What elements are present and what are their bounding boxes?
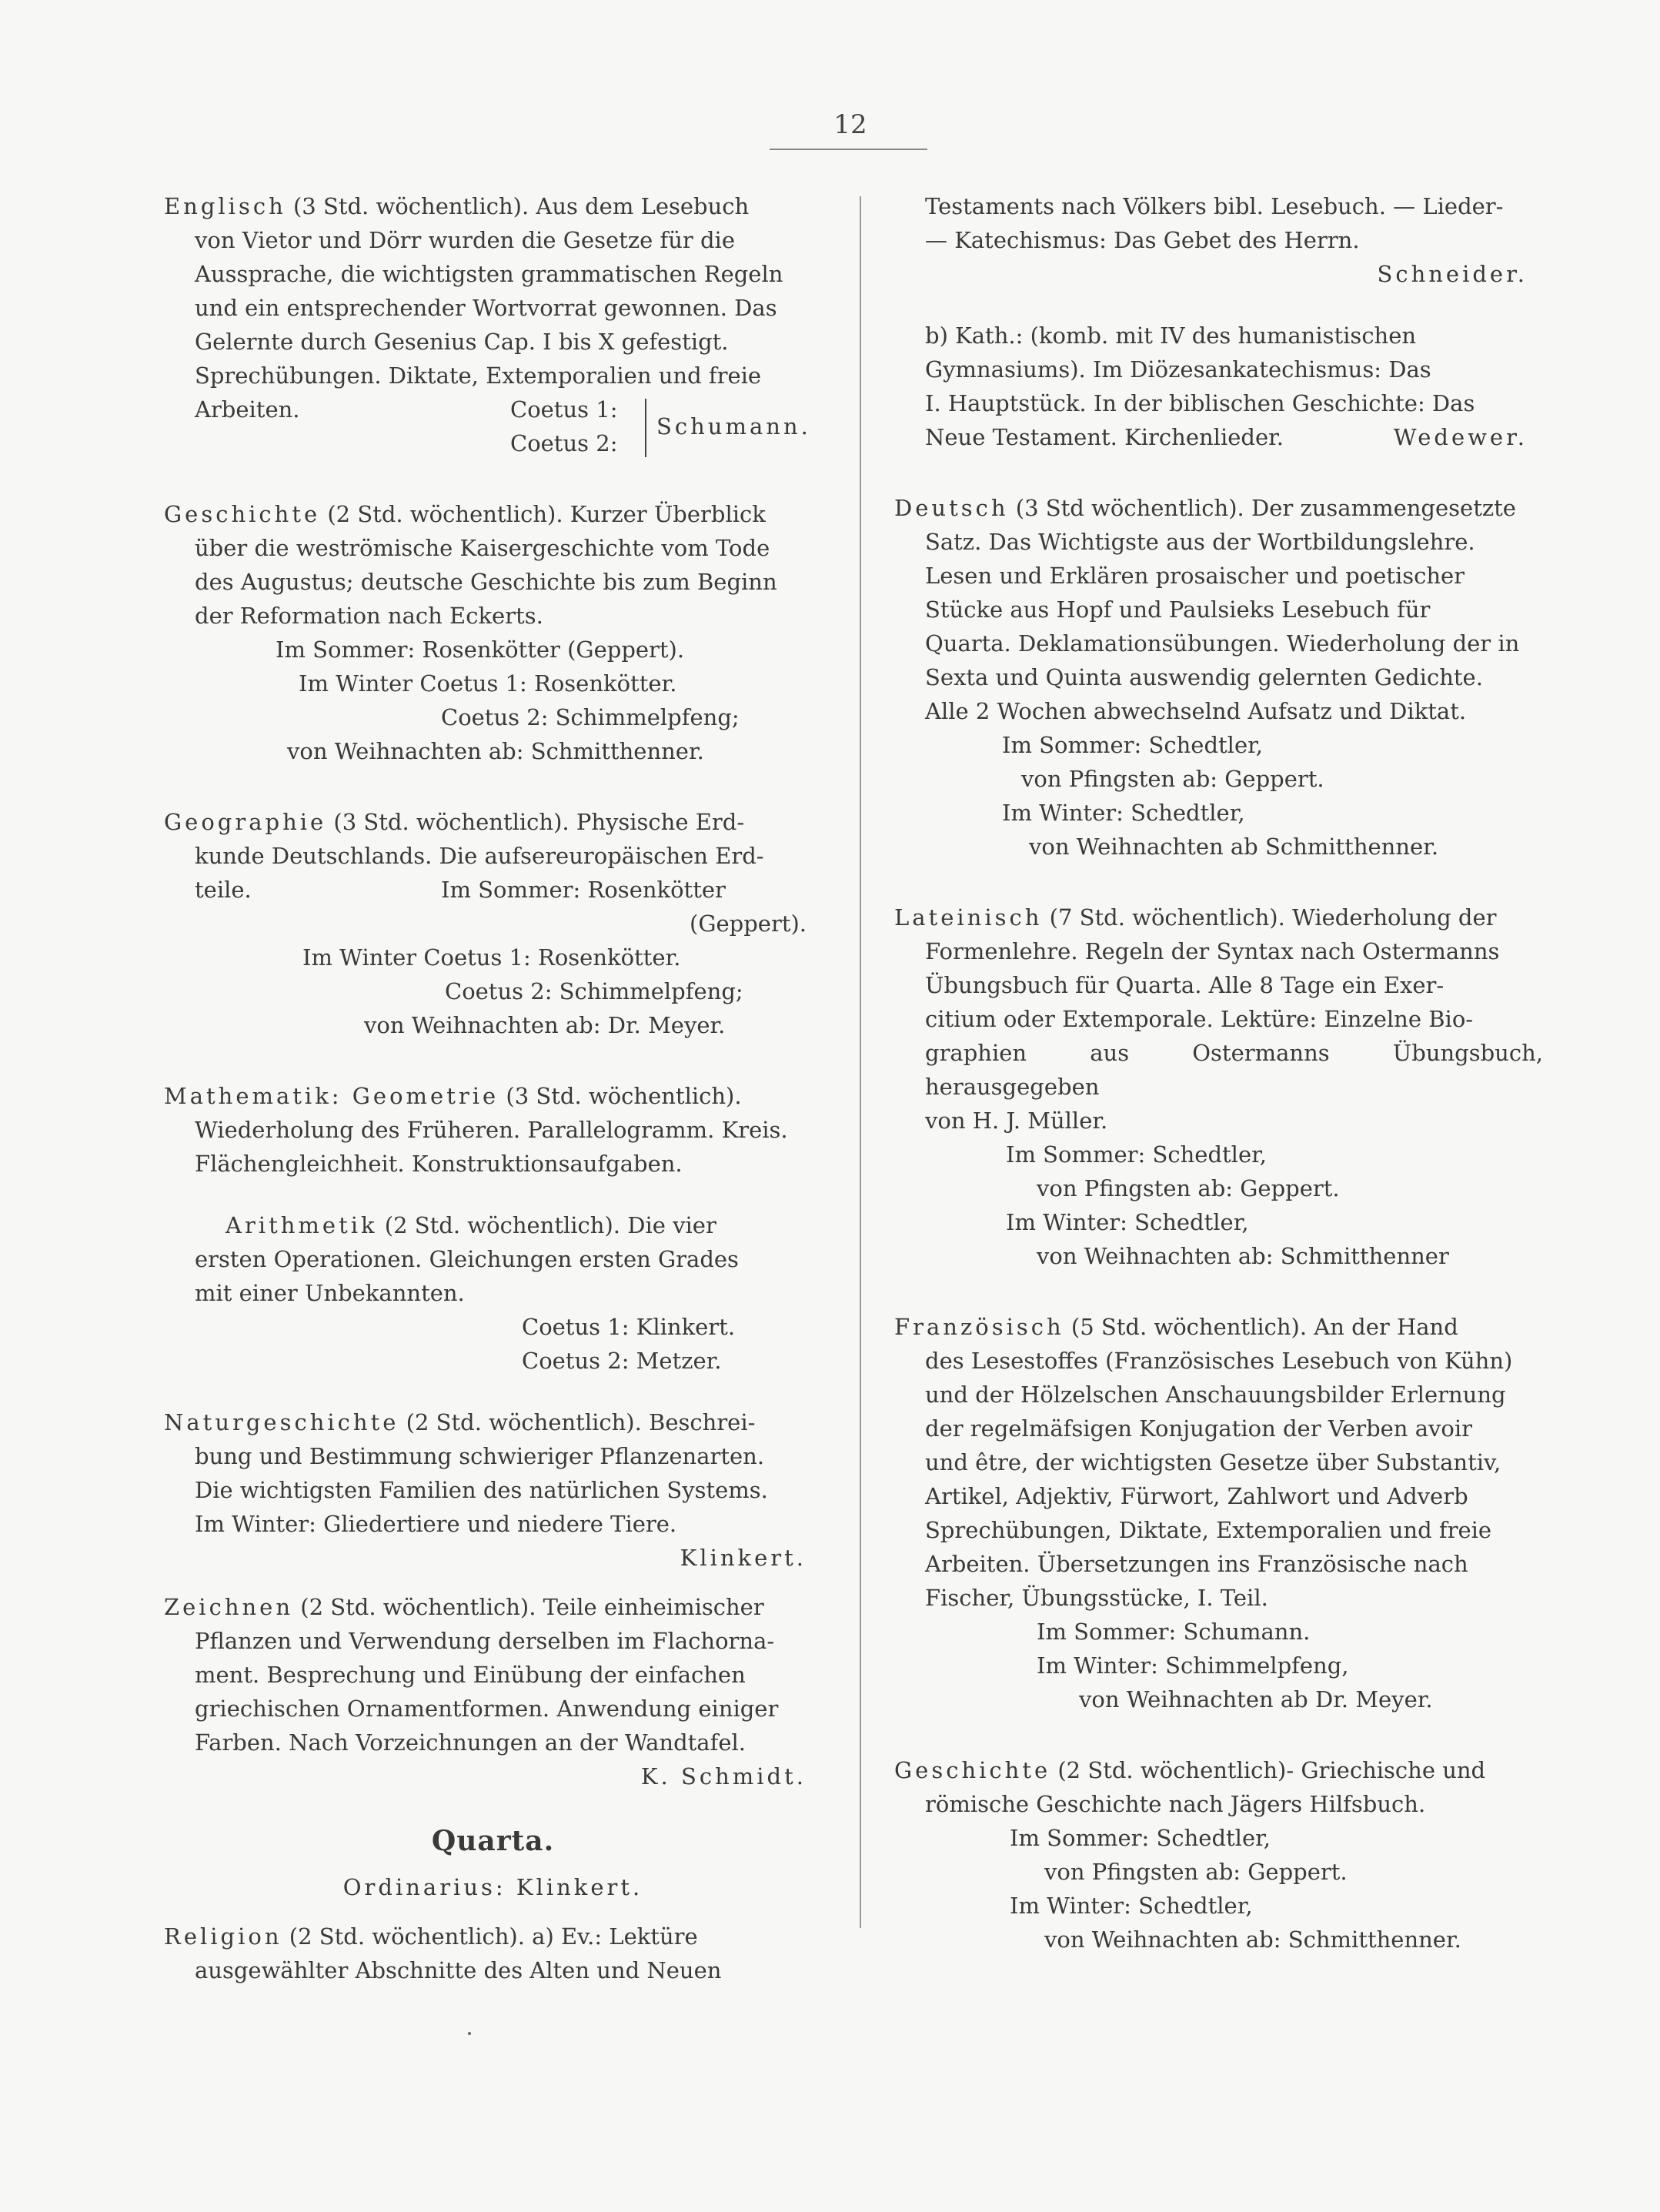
teacher-line: Im Sommer: Rosenkötter <box>441 877 726 903</box>
text-line: (2 Std. wöchentlich). Beschrei- <box>399 1409 756 1435</box>
brace <box>645 399 650 457</box>
section-geschichte <box>164 497 822 768</box>
text-line: Alle 2 Wochen abwechselnd Aufsatz und Diktat. <box>925 698 1467 724</box>
text-line: Die wichtigsten Familien des natürlichen Systems. <box>195 1477 768 1503</box>
text-line: über die weströmische Kaisergeschichte vom Tode <box>195 535 770 561</box>
subject-heading: Religion <box>164 1923 282 1950</box>
section-religion <box>164 1920 822 1987</box>
subject-heading: Mathematik: Geometrie <box>164 1083 499 1109</box>
text-line: und être, der wichtigsten Gesetze über Substantiv, <box>925 1449 1501 1475</box>
text-line: (5 Std. wöchentlich). An der Hand <box>1064 1314 1458 1340</box>
text-line: Sprechübungen. Diktate, Extemporalien und freie <box>195 363 762 389</box>
text-line: Arbeiten. <box>195 396 300 423</box>
text-line: citium oder Extemporale. Lektüre: Einzelne Bio- <box>925 1006 1474 1032</box>
teacher-line: von Pfingsten ab: Geppert. <box>1021 766 1324 792</box>
coetus-2-label: Coetus 2: <box>510 430 618 456</box>
subject-heading: Arithmetik <box>225 1212 378 1238</box>
text-line: (3 Std. wöchentlich). <box>499 1083 742 1109</box>
text-line: ausgewählter Abschnitte des Alten und Neuen <box>195 1957 722 1983</box>
section-religion-continued <box>894 189 1543 291</box>
quarta-heading: Quarta. <box>431 1825 555 1857</box>
text-line: (3 Std. wöchentlich). Aus dem Lesebuch <box>286 193 750 219</box>
text-line <box>164 873 822 907</box>
teacher-line: Im Sommer: Schedtler, <box>1010 1825 1271 1851</box>
subject-heading: Französisch <box>894 1314 1064 1340</box>
text-line: des Augustus; deutsche Geschichte bis zum Beginn <box>195 569 777 595</box>
section-geschichte-quarta <box>894 1753 1543 1956</box>
text-line: griechischen Ornamentformen. Anwendung einiger <box>195 1696 779 1722</box>
column-divider <box>860 196 861 1928</box>
text-line: (2 Std. wöchentlich)- Griechische und <box>1050 1757 1486 1783</box>
section-arithmetik <box>164 1208 822 1378</box>
text-line: und ein entsprechender Wortvorrat gewonnen. Das <box>195 295 777 321</box>
text-line: Lesen und Erklären prosaischer und poetischer <box>925 563 1465 589</box>
text-line: Artikel, Adjektiv, Fürwort, Zahlwort und Adverb <box>925 1483 1468 1509</box>
text-line: Satz. Das Wichtigste aus der Wortbildungslehre. <box>925 529 1475 555</box>
teacher-line: von Weihnachten ab: Schmitthenner <box>1037 1243 1449 1269</box>
text-line: Übungsbuch für Quarta. Alle 8 Tage ein Exer- <box>925 972 1445 998</box>
teacher-name: K. Schmidt. <box>640 1763 807 1789</box>
subject-heading: Zeichnen <box>164 1594 294 1620</box>
text-line: ersten Operationen. Gleichungen ersten Grades <box>195 1246 739 1272</box>
subject-heading: Naturgeschichte <box>164 1409 399 1435</box>
text-line: (2 Std. wöchentlich). Teile einheimischer <box>293 1594 764 1620</box>
teacher-line: Im Sommer: Schumann. <box>1037 1619 1311 1645</box>
text-line <box>894 420 1543 454</box>
section-geographie <box>164 805 822 1042</box>
text-line: Sprechübungen, Diktate, Extemporalien und freie <box>925 1517 1492 1543</box>
text-line: graphien aus Ostermanns Übungsbuch, herausgegeben <box>925 1040 1543 1100</box>
text-line: Testaments nach Völkers bibl. Lesebuch. — Lieder- <box>925 193 1504 219</box>
ink-speck <box>468 2032 471 2035</box>
teacher-line: von Pfingsten ab: Geppert. <box>1037 1175 1340 1201</box>
text-line: (7 Std. wöchentlich). Wiederholung der <box>1042 904 1497 931</box>
text-line: Im Winter: Gliedertiere und niedere Tiere. <box>195 1511 677 1537</box>
text-line: Arbeiten. Übersetzungen ins Französische nach <box>925 1551 1468 1577</box>
teacher-line: Im Winter: Schedtler, <box>1010 1893 1253 1919</box>
teacher-line: Im Winter: Schedtler, <box>1006 1209 1249 1235</box>
section-franzoesisch <box>894 1310 1543 1716</box>
text-line: römische Geschichte nach Jägers Hilfsbuch. <box>925 1791 1426 1817</box>
page-number: 12 <box>833 109 867 140</box>
text-line: der Reformation nach Eckerts. <box>195 603 543 629</box>
teacher-line: Coetus 2: Schimmelpfeng; <box>445 978 743 1004</box>
text-line: der regelmäfsigen Konjugation der Verben avoir <box>925 1415 1472 1442</box>
text-line: (2 Std. wöchentlich). Die vier <box>377 1212 716 1238</box>
text-line: Aussprache, die wichtigsten grammatischen Regeln <box>195 261 783 287</box>
text-fragment: teile. <box>195 877 252 903</box>
right-column <box>894 189 1543 1956</box>
header-rule <box>770 149 927 150</box>
subject-heading: Geographie <box>164 809 327 835</box>
text-line: — Katechismus: Das Gebet des Herrn. <box>925 227 1360 253</box>
teacher-line: Im Sommer: Rosenkötter (Geppert). <box>276 637 685 663</box>
teacher-line: von Weihnachten ab: Schmitthenner. <box>1044 1926 1461 1953</box>
text-line: (3 Std wöchentlich). Der zusammengesetzte <box>1008 495 1516 521</box>
teacher-line: Coetus 2: Schimmelpfeng; <box>441 704 740 730</box>
teacher-line: Im Sommer: Schedtler, <box>1006 1141 1268 1168</box>
teacher-line: (Geppert). <box>690 911 807 937</box>
section-zeichnen <box>164 1590 822 1793</box>
section-deutsch <box>894 491 1543 864</box>
text-line: (2 Std. wöchentlich). Kurzer Überblick <box>320 501 766 527</box>
section-naturgeschichte <box>164 1405 822 1575</box>
text-line: (3 Std. wöchentlich). Physische Erd- <box>326 809 745 835</box>
text-line: Pflanzen und Verwendung derselben im Flachorna- <box>195 1628 775 1654</box>
text-line: Sexta und Quinta auswendig gelernten Gedichte. <box>925 664 1483 690</box>
teacher-name: Klinkert. <box>680 1545 807 1571</box>
teacher-name: Schneider. <box>1377 261 1528 287</box>
subject-heading: Geschichte <box>164 501 321 527</box>
teacher-line: von Pfingsten ab: Geppert. <box>1044 1859 1348 1885</box>
coetus-1-label: Coetus 1: <box>510 396 618 423</box>
teacher-line: von Weihnachten ab Schmitthenner. <box>1029 834 1439 860</box>
text-line: Formenlehre. Regeln der Syntax nach Ostermanns <box>925 938 1500 964</box>
text-line: bung und Bestimmung schwieriger Pflanzenarten. <box>195 1443 765 1469</box>
text-line: kunde Deutschlands. Die aufsereuropäischen Erd- <box>195 843 764 869</box>
text-line: mit einer Unbekannten. <box>195 1280 465 1306</box>
teacher-line: Im Winter: Schedtler, <box>1002 800 1245 826</box>
text-line: von Vietor und Dörr wurden die Gesetze für die <box>195 227 735 253</box>
text-line: I. Hauptstück. In der biblischen Geschichte: Das <box>925 390 1475 416</box>
text-line: (2 Std. wöchentlich). a) Ev.: Lektüre <box>282 1923 698 1950</box>
text-line: Quarta. Deklamationsübungen. Wiederholung der in <box>925 630 1520 657</box>
teacher-line: von Weihnachten ab: Schmitthenner. <box>287 738 704 764</box>
text-line: Wiederholung des Früheren. Parallelogramm. Kreis. <box>195 1117 788 1143</box>
text-line: Flächengleichheit. Konstruktionsaufgaben. <box>195 1151 683 1177</box>
section-lateinisch <box>894 901 1543 1273</box>
teacher-line: Im Winter: Schimmelpfeng, <box>1037 1652 1349 1679</box>
text-line: Gymnasiums). Im Diözesankatechismus: Das <box>925 356 1431 383</box>
teacher-line: von Weihnachten ab Dr. Meyer. <box>1079 1686 1433 1712</box>
subject-heading: Lateinisch <box>894 904 1043 931</box>
section-englisch <box>164 189 822 460</box>
teacher-name: Schumann. <box>656 413 811 439</box>
text-line: Fischer, Übungsstücke, I. Teil. <box>925 1585 1268 1611</box>
teacher-name: Wedewer. <box>1393 424 1528 450</box>
coetus-assignment <box>164 393 822 460</box>
teacher-line: Coetus 1: Klinkert. <box>522 1314 736 1340</box>
text-line: b) Kath.: (komb. mit IV des humanistischen <box>925 322 1417 349</box>
text-line: und der Hölzelschen Anschauungsbilder Erlernung <box>925 1382 1506 1408</box>
left-column <box>164 189 822 1987</box>
text-line: ment. Besprechung und Einübung der einfachen <box>195 1662 746 1688</box>
text-line: des Lesestoffes (Französisches Lesebuch von Kühn) <box>925 1348 1513 1374</box>
section-mathematik <box>164 1079 822 1181</box>
text-line: von H. J. Müller. <box>925 1108 1108 1134</box>
teacher-line: Coetus 2: Metzer. <box>522 1348 722 1374</box>
teacher-line: von Weihnachten ab: Dr. Meyer. <box>364 1012 726 1038</box>
text-line: Gelernte durch Gesenius Cap. I bis X gefestigt. <box>195 329 729 355</box>
section-kath <box>894 319 1543 454</box>
ordinarius-line: Ordinarius: Klinkert. <box>342 1874 643 1900</box>
subject-heading: Deutsch <box>894 495 1009 521</box>
teacher-line: Im Sommer: Schedtler, <box>1002 732 1264 758</box>
teacher-line: Im Winter Coetus 1: Rosenkötter. <box>299 670 677 697</box>
teacher-line: Im Winter Coetus 1: Rosenkötter. <box>302 944 681 971</box>
subject-heading: Geschichte <box>894 1757 1051 1783</box>
subject-heading: Englisch <box>164 193 286 219</box>
text-line: Farben. Nach Vorzeichnungen an der Wandtafel. <box>195 1729 746 1756</box>
text-fragment: Neue Testament. Kirchenlieder. <box>925 424 1284 450</box>
text-line: Stücke aus Hopf und Paulsieks Lesebuch für <box>925 596 1431 623</box>
